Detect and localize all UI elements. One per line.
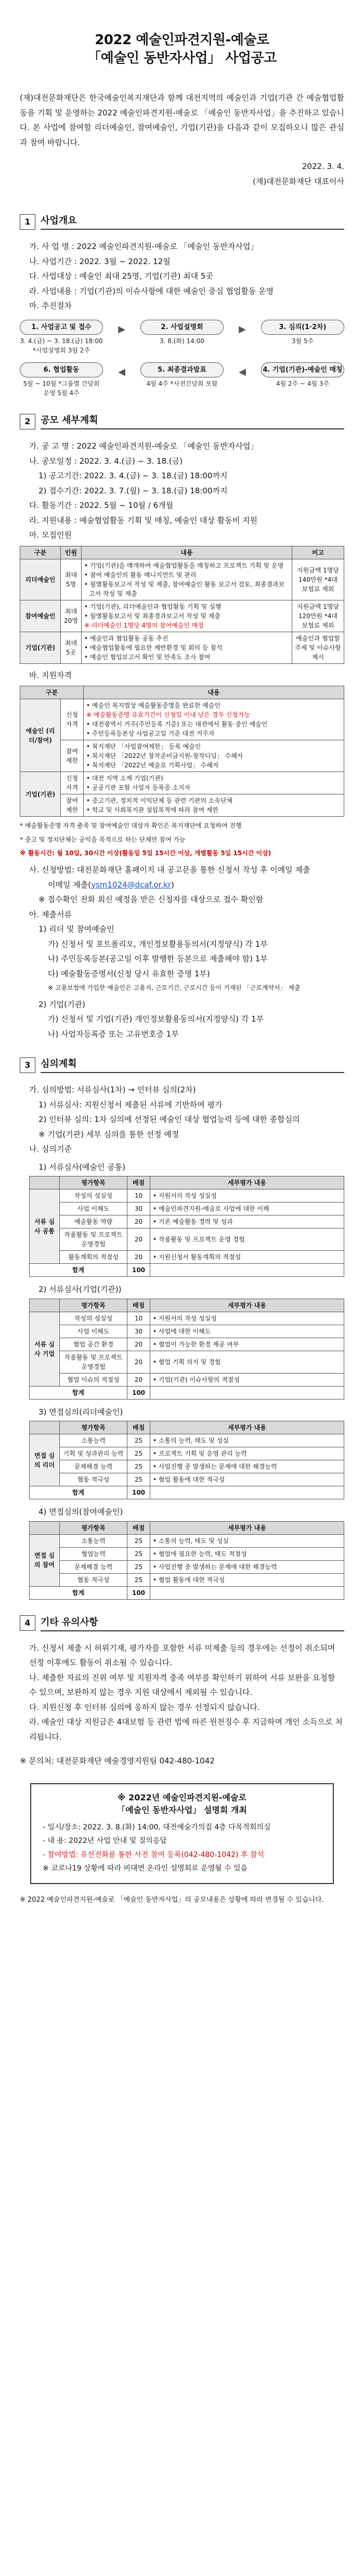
score-points: 25 — [127, 1547, 150, 1560]
score-points: 25 — [127, 1573, 150, 1586]
note-item: 가. 신청서 제출 시 허위기재, 평가자를 포함한 서류 미제출 등의 경우에는 선정이 취소되며 선정 이후에도 활동이 취소될 수 있습니다. — [29, 1643, 335, 1668]
score-points: 25 — [127, 1534, 150, 1547]
table-header: 평가항목 — [60, 1176, 127, 1189]
flow-step — [20, 320, 103, 355]
score-detail: • 협업 기획 의지 및 경험 — [150, 1351, 344, 1373]
score-points: 20 — [127, 1251, 150, 1264]
flow-step-label: 6. 협업활동 — [20, 362, 103, 378]
table-row — [30, 1373, 344, 1386]
score-category: 서류 심사 기업 — [30, 1312, 60, 1386]
doc-title-line1: 2022 예술인파견지원-예술로 — [95, 32, 269, 48]
flow-step-sub: 4월 4주 *사전간담회 포함 — [146, 380, 218, 388]
score-item: 협동 적극성 — [60, 1473, 127, 1486]
table-row — [30, 1560, 344, 1573]
score-item: 작품활동 및 프로젝트 운영경험 — [60, 1351, 127, 1373]
flow-step-sub: 5월 ~ 10월 *그룹별 간담회 운영 5월 4주 — [23, 380, 100, 397]
overview-item: 가. 사 업 명 : 2022 예술인파견지원-예술로 「예술인 동반자사업」 — [29, 242, 258, 252]
content-line: • 대전광역시 거주(주민등록 기준) 또는 대전에서 활동 중인 예술인 — [86, 721, 268, 728]
plan-item: 가. 공 고 명 : 2022 예술인파견지원-예술로 「예술인 동반자사업」 — [29, 441, 258, 451]
notes-list — [20, 1641, 344, 1745]
table-header: 세부평가 내용 — [150, 1176, 344, 1189]
table-header: 배점 — [127, 1299, 150, 1312]
content-line: • 예술인 복지법상 예술활동증명을 완료한 예술인 — [86, 702, 220, 710]
table-row — [30, 1215, 344, 1228]
score-table — [29, 1176, 344, 1277]
section-title: 사업개요 — [41, 214, 344, 230]
row-note: 지원금액 1명당 120만원 *4대 보험료 제외 — [292, 600, 344, 632]
plan-item: 라. 지원내용 : 예술협업활동 기획 및 매칭, 예술인 대상 활동비 지원 — [29, 515, 258, 525]
score-item: 협업 공간 환경 — [60, 1338, 127, 1351]
score-item: 소통능력 — [60, 1534, 127, 1547]
score-detail: • 소통의 능력, 태도 및 성실 — [150, 1534, 344, 1547]
apply-item: 가) 신청서 및 기업(기관) 개인정보활용동의서(지정양식) 각 1부 — [48, 1014, 264, 1024]
plan-item: 마. 모집인원 — [29, 530, 72, 540]
apply-note: ※ 고용보험에 가입한 예술인은 고용지, 근로기간, 근로시간 등이 기재된 「근로계약서」 제출 — [48, 984, 301, 992]
review-item: ※ 기업(기관) 세부 심의를 통한 선정 예정 — [38, 1129, 179, 1139]
row-sub: 신청 자격 — [61, 772, 84, 794]
total-detail — [150, 1586, 344, 1599]
flow-step-label: 1. 사업공고 및 접수 — [20, 320, 103, 335]
score-points: 25 — [127, 1560, 150, 1573]
row-content — [82, 632, 292, 663]
flow-step-sub: 4월 2주 ~ 4월 3주 — [276, 380, 330, 388]
section-4-heading — [20, 1615, 344, 1631]
score-detail: • 지원신청서 활동계획의 적절성 — [150, 1251, 344, 1264]
section-title: 기타 유의사항 — [41, 1615, 344, 1631]
content-line: • 복지재단 「사업참여제한」 등록 예술인 — [86, 743, 201, 751]
review-item: 2) 인터뷰 심의: 1차 심의에 선정된 예술인 대상 협업능력 등에 대한 종합심의 — [38, 1115, 300, 1124]
total-points: 100 — [127, 1486, 150, 1499]
total-points: 100 — [127, 1386, 150, 1399]
table-row — [30, 1189, 344, 1202]
arrow-right-icon: ▶ — [239, 323, 246, 335]
table-header: 구분 — [20, 686, 84, 699]
row-type: 예술인 (리더/참여) — [20, 699, 61, 772]
arrow-left-icon: ◀ — [239, 366, 246, 377]
score-detail: • 지원서의 작성 성실성 — [150, 1189, 344, 1202]
table-header-blank — [30, 1421, 60, 1434]
table-row — [30, 1338, 344, 1351]
content-line: • 학교 및 사회복지관 설립목적에 따라 참여 제한 — [86, 806, 219, 814]
score-points: 30 — [127, 1202, 150, 1215]
score-detail: • 협업 활동에 대한 적극성 — [150, 1473, 344, 1486]
note-item: 나. 제출한 자료의 진위 여부 및 지원자격 충족 여부를 확인하기 위하여 서류 보완을 요청할 수 있으며, 보완하지 않는 경우 지원 대상에서 제외될 수 있습니다. — [29, 1672, 335, 1697]
score-item: 협업능력 — [60, 1547, 127, 1560]
overview-item: 마. 추진절차 — [29, 301, 72, 311]
table-row — [30, 1312, 344, 1325]
total-label: 합계 — [30, 1486, 127, 1499]
table-row — [30, 1228, 344, 1251]
content-line: • 예술협업활동에 필요한 제반환경 및 회의 등 참석 — [84, 644, 223, 651]
score-table-title: 1) 서류심사(예술인 공통) — [38, 1162, 126, 1172]
total-row — [30, 1586, 344, 1599]
flow-step — [140, 320, 224, 346]
score-item: 소통능력 — [60, 1434, 127, 1447]
score-points: 10 — [127, 1189, 150, 1202]
announce-line: - 일시/장소: 2022. 3. 8.(화) 14:00, 대전예술가의집 4층 다목적회의실 — [43, 1823, 271, 1832]
section-number: 3 — [20, 1057, 35, 1073]
content-line: ※ 리더예술인 1명당 4명의 참여예술인 매칭 — [84, 621, 204, 629]
table-header-blank — [30, 1299, 60, 1312]
score-table — [29, 1299, 344, 1400]
section-number: 1 — [20, 214, 35, 230]
overview-list — [20, 239, 344, 313]
table-row — [30, 1534, 344, 1547]
doc-title-line2: 「예술인 동반자사업」 사업공고 — [87, 50, 277, 67]
email-line — [29, 878, 344, 893]
score-detail: • 사업진행 중 발생하는 문제에 대한 해결능력 — [150, 1460, 344, 1473]
plan-list — [20, 439, 344, 543]
score-points: 25 — [127, 1460, 150, 1473]
section-1-heading — [20, 214, 344, 230]
email-suffix: ) — [171, 880, 174, 890]
table-header: 배점 — [127, 1421, 150, 1434]
row-type: 기업(기관) — [20, 632, 61, 663]
table-header-row — [20, 686, 344, 699]
score-tables — [20, 1161, 344, 1600]
score-detail: • 예술인파견지원-예술로 사업에 대한 이해 — [150, 1202, 344, 1215]
content-line: • 공공기관 포함 사업자 등록증 소지자 — [86, 784, 191, 792]
table-header-row — [30, 1299, 344, 1312]
qual-footnote: * 예술활동증명 자격 충족 및 참여예술인 대상자 확인은 복지재단에 요청하여 진행 — [20, 822, 242, 830]
row-content — [84, 699, 344, 740]
content-line: • 주민등록등본상 사업공고일 기준 대전 거주자 — [86, 730, 215, 738]
row-content — [82, 600, 292, 632]
table-row — [30, 1447, 344, 1460]
content-line: ※ 예술활동증명 유효기간이 신청일 이내 남은 경우 신청가능 — [86, 711, 250, 719]
plan-item: 다. 활동기간 : 2022. 5월 ~ 10월 / 6개월 — [29, 501, 174, 511]
score-detail: • 협업이 가능한 환경 제공 여부 — [150, 1338, 344, 1351]
apply-item: 2) 기업(기관) — [38, 999, 85, 1009]
table-row — [30, 1473, 344, 1486]
table-header: 평가항목 — [60, 1521, 127, 1534]
process-flowchart — [20, 320, 344, 398]
score-points: 25 — [127, 1473, 150, 1486]
total-detail — [150, 1264, 344, 1277]
table-row — [20, 559, 344, 600]
announce-line: - 내 용: 2022년 사업 안내 및 질의응답 — [43, 1837, 167, 1846]
row-content — [84, 740, 344, 772]
score-detail: • 작품활동 및 프로젝트 운영 경험 — [150, 1228, 344, 1251]
qual-label: 바. 지원자격 — [29, 670, 72, 680]
total-row — [30, 1264, 344, 1277]
score-points: 20 — [127, 1351, 150, 1373]
flow-step-sub: 3월 5주 — [291, 337, 314, 345]
table-header: 평가항목 — [60, 1421, 127, 1434]
table-row — [20, 699, 344, 740]
email-link[interactable]: ysm1024@dcaf.or.kr — [91, 880, 172, 890]
apply-item: 나) 주민등록등본(공고일 이후 발행한 등본으로 제출해야 함) 1부 — [48, 954, 268, 964]
score-points: 20 — [127, 1338, 150, 1351]
table-header-row — [30, 1421, 344, 1434]
score-detail: • 사업에 대한 이해도 — [150, 1325, 344, 1338]
overview-item: 라. 사업내용 : 기업(기관)의 이슈사항에 대한 예술인 중심 협업활동 운영 — [29, 286, 274, 296]
bottom-note: ※ 2022 예술인파견지원-예술로 「예술인 동반자사업」의 공모내용은 상황에 따라 변경될 수 있습니다. — [20, 1896, 324, 1904]
table-header: 평가항목 — [60, 1299, 127, 1312]
apply-item: ※ 접수확인 전화 회신 예정을 받은 신청자를 대상으로 접수 확인함 — [38, 895, 264, 905]
table-header: 세부평가 내용 — [150, 1521, 344, 1534]
contact-line: ※ 문의처: 대전문화재단 예술경영지원팀 042-480-1042 — [20, 1756, 215, 1766]
table-header: 내용 — [84, 686, 344, 699]
row-note: 예술인과 협업할 주제 및 이슈사항 제시 — [292, 632, 344, 663]
table-header-row — [20, 546, 344, 559]
score-category: 서류 심사 공통 — [30, 1189, 60, 1264]
row-sub: 참여 제한 — [61, 794, 84, 817]
score-points: 10 — [127, 1312, 150, 1325]
table-row — [30, 1547, 344, 1560]
score-item: 작품활동 및 프로젝트 운영경험 — [60, 1228, 127, 1251]
table-header: 구분 — [20, 546, 61, 559]
score-item: 문제해결 능력 — [60, 1460, 127, 1473]
total-row — [30, 1486, 344, 1499]
apply-item: 나) 사업자등록증 또는 고유번호증 1부 — [48, 1029, 179, 1039]
score-points: 25 — [127, 1434, 150, 1447]
apply-item: 가) 신청서 및 포트폴리오, 개인정보활용동의서(지정양식) 각 1부 — [48, 939, 268, 949]
table-header-blank — [30, 1176, 60, 1189]
total-points: 100 — [127, 1264, 150, 1277]
qualification-table — [20, 686, 344, 817]
overview-item: 다. 사업대상 : 예술인 최대 25명, 기업(기관) 최대 5곳 — [29, 271, 213, 281]
table-header: 세부평가 내용 — [150, 1421, 344, 1434]
table-row — [30, 1325, 344, 1338]
table-row — [30, 1434, 344, 1447]
arrow-left-icon: ◀ — [118, 366, 125, 377]
overview-item: 나. 사업기간 : 2022. 3월 ~ 2022. 12월 — [29, 256, 171, 266]
score-item: 사업 이해도 — [60, 1325, 127, 1338]
apply-item: 사. 신청방법: 대전문화재단 홈페이지 내 공고문을 통한 신청서 작성 후 이메일 제출 — [29, 865, 310, 875]
recruit-table — [20, 546, 344, 664]
content-line: • 복지재단 「2022년 창작준비금지원-창작디딤」 수혜자 — [86, 752, 243, 760]
content-line: • 월별활동보고서 작성 및 제출, 참여예술인 활동 보고서 검토, 최종결과보고서 작성 및 제출 — [84, 580, 285, 597]
table-header-blank — [30, 1521, 60, 1534]
plan-item: 2) 접수기간: 2022. 3. 7.(월) ~ 3. 18.(금) 18:00까지 — [38, 486, 228, 495]
table-row — [20, 632, 344, 663]
section-title: 심의계획 — [41, 1057, 344, 1073]
score-points: 25 — [127, 1447, 150, 1460]
table-row — [30, 1251, 344, 1264]
total-detail — [150, 1386, 344, 1399]
flow-step-label: 3. 심의(1·2차) — [261, 320, 344, 335]
announce-subtitle: 「예술인 동반자사업」 설명회 개최 — [117, 1804, 247, 1815]
content-line: • 예술인 협업보고서 확인 및 만족도 조사 참여 — [84, 653, 211, 661]
score-item: 기획 및 성과관리 능력 — [60, 1447, 127, 1460]
total-detail — [150, 1486, 344, 1499]
score-detail: • 소통의 능력, 태도 및 성실 — [150, 1434, 344, 1447]
total-label: 합계 — [30, 1586, 127, 1599]
flow-step-sub: 3. 8.(화) 14:00 — [159, 337, 205, 345]
total-points: 100 — [127, 1586, 150, 1599]
table-header: 내용 — [82, 546, 292, 559]
score-item: 협업 이슈의 적절성 — [60, 1373, 127, 1386]
row-count: 최대 5곳 — [61, 632, 82, 663]
total-row — [30, 1386, 344, 1399]
flow-step — [20, 362, 103, 398]
flow-step — [140, 362, 224, 389]
flow-step — [261, 320, 344, 346]
table-header: 배점 — [127, 1176, 150, 1189]
score-detail: • 협업 활동에 대한 적극성 — [150, 1573, 344, 1586]
announce-title: ※ 2022년 예술인파견지원-예술로 — [118, 1792, 246, 1802]
score-item: 예술활동 역량 — [60, 1215, 127, 1228]
score-table — [29, 1521, 344, 1600]
doc-date: 2022. 3. 4. — [302, 162, 344, 172]
row-content — [82, 559, 292, 600]
section-number: 2 — [20, 414, 35, 429]
score-detail: • 기업(기관) 이슈사항의 적절성 — [150, 1373, 344, 1386]
table-row — [20, 794, 344, 817]
content-line: • 복지재단 「2022년 예술로 기획사업」 수혜자 — [86, 762, 219, 769]
plan-item: 1) 공고기간: 2022. 3. 4.(금) ~ 3. 18.(금) 18:00까지 — [38, 471, 228, 481]
table-header: 세부평가 내용 — [150, 1299, 344, 1312]
table-row — [20, 740, 344, 772]
review-list — [20, 1082, 344, 1157]
plan-item: 나. 공모일정 : 2022. 3. 4.(금) ~ 3. 18.(금) — [29, 456, 183, 466]
score-item: 작성의 성실성 — [60, 1189, 127, 1202]
score-points: 20 — [127, 1228, 150, 1251]
row-count: 최대 20명 — [61, 600, 82, 632]
score-points: 20 — [127, 1215, 150, 1228]
table-header: 비고 — [292, 546, 344, 559]
total-label: 합계 — [30, 1386, 127, 1399]
score-detail: • 기존 예술활동 경력 및 성과 — [150, 1215, 344, 1228]
section-title: 공모 세부계획 — [41, 413, 344, 429]
content-line: • 기업(기관)을 매개하여 예술협업활동을 매칭하고 프로젝트 기획 및 운영 — [84, 561, 284, 569]
qual-footnote: * 중고 및 정치단체는 공익을 목적으로 하는 단체만 참여 가능 — [20, 835, 186, 843]
activity-time-note: ※ 활동시간: 월 10일, 30시간 이상(활동일 5일 15시간 이상, 개별활동 5일 15시간 이상) — [20, 849, 271, 857]
briefing-announcement-box — [30, 1783, 334, 1884]
section-number: 4 — [20, 1615, 35, 1631]
apply-list — [20, 862, 344, 1041]
table-row — [30, 1460, 344, 1473]
row-count: 최대 5명 — [61, 559, 82, 600]
review-item: 나. 심의기준 — [29, 1144, 72, 1154]
content-line: • 기업(기관), 리더예술인과 협업활동 기획 및 실행 — [84, 603, 222, 610]
score-detail: • 지원서의 작성 성실성 — [150, 1312, 344, 1325]
announce-line: ※ 코로나19 상황에 따라 비대면 온라인 설명회로 운영될 수 있음 — [43, 1864, 248, 1873]
table-row — [30, 1351, 344, 1373]
table-header-row — [30, 1521, 344, 1534]
section-2-heading — [20, 413, 344, 429]
score-item: 사업 이해도 — [60, 1202, 127, 1215]
review-item: 가. 심의방법: 서류심사(1차) → 인터뷰 심의(2차) — [29, 1085, 196, 1095]
score-detail: • 협업에 필요한 능력, 태도 적절성 — [150, 1547, 344, 1560]
row-note: 지원금액 1명당 140만원 *4대 보험료 제외 — [292, 559, 344, 600]
row-content — [84, 772, 344, 794]
email-prefix: 이메일 제출( — [48, 880, 92, 890]
announce-line: - 참여방법: 유선전화를 통한 사전 참여 등록(042-480-1042) 후 참석 — [43, 1850, 264, 1859]
score-table-title: 3) 면접심의(리더예술인) — [38, 1407, 123, 1417]
content-line: • 증고기관, 정치적 이익단체 등 관련 기관의 소속단체 — [86, 797, 233, 805]
doc-signer: (재)대전문화재단 대표이사 — [253, 176, 344, 186]
table-row — [20, 772, 344, 794]
flow-step-sub: 3. 4.(금) ~ 3. 18.(금) 18:00 *사업설명회 3월 2주 — [20, 337, 103, 354]
arrow-right-icon: ▶ — [118, 323, 125, 335]
score-category: 면접 심의 참여 — [30, 1534, 60, 1586]
row-type: 기업(기관) — [20, 772, 61, 817]
row-type: 참여예술인 — [20, 600, 61, 632]
score-table-title: 2) 서류심사(기업(기관)) — [38, 1285, 122, 1294]
table-row — [20, 600, 344, 632]
content-line: • 참여 예술인의 활동 매니지먼트 및 관리 — [84, 571, 197, 579]
row-sub: 신청 자격 — [61, 699, 84, 740]
apply-item: 다) 예술활동증명서(신청 당시 유효한 증명 1부) — [48, 969, 210, 978]
row-type: 리더예술인 — [20, 559, 61, 600]
note-item: 다. 지원신청 후 인터뷰 심의에 응하지 않는 경우 선정되지 않습니다. — [29, 1702, 260, 1712]
apply-item: 1) 리더 및 참여예술인 — [38, 924, 114, 934]
score-points: 30 — [127, 1325, 150, 1338]
score-item: 활동계획의 적절성 — [60, 1251, 127, 1264]
score-table — [29, 1421, 344, 1499]
table-row — [30, 1202, 344, 1215]
row-sub: 참여 제한 — [61, 740, 84, 772]
content-line: • 월별활동보고서 및 최종결과보고서 작성 및 제출 — [84, 612, 220, 620]
review-item: 1) 서류심사: 지원신청서 제출된 서류에 기반하여 평가 — [38, 1100, 223, 1109]
score-item: 문제해결 능력 — [60, 1560, 127, 1573]
score-points: 20 — [127, 1373, 150, 1386]
section-3-heading — [20, 1057, 344, 1073]
flow-step-label: 5. 최종결과발표 — [140, 362, 224, 378]
content-line: • 대전 지역 소재 기업(기관) — [86, 775, 163, 782]
table-header: 인원 — [61, 546, 82, 559]
flow-step-label: 4. 기업(기관)-예술인 매칭 — [261, 362, 344, 378]
table-header: 배점 — [127, 1521, 150, 1534]
row-content — [84, 794, 344, 817]
score-detail: • 사업진행 중 발생하는 문제에 대한 해결능력 — [150, 1560, 344, 1573]
note-item: 라. 예술인 대상 지원금은 4대보험 등 관련 법에 따른 원천징수 후 지급하며 개인 소득으로 처리됩니다. — [29, 1717, 343, 1742]
total-label: 합계 — [30, 1264, 127, 1277]
content-line: • 예술인과 협업활동 공동 추진 — [84, 634, 168, 642]
title-block — [20, 31, 344, 68]
apply-item: 아. 제출서류 — [29, 909, 72, 919]
score-table-title: 4) 면접심의(참여예술인) — [38, 1507, 123, 1517]
table-header-row — [30, 1176, 344, 1189]
score-item: 작성의 성실성 — [60, 1312, 127, 1325]
score-item: 협동 적극성 — [60, 1573, 127, 1586]
intro-paragraph: (재)대전문화재단은 한국예술인복지재단과 함께 대전지역의 예술인과 기업(기관 간 예술협업활동을 기획 및 운영하는 2022 예술인파견지원-예술로 「예술인 동반자사업」을 추진하고 있습니다. 본 사업에 참여할 리더예술인, 참여예술인, 기업(기관)을 다음과 같이 모집하오니 많은 관심과 참여 바랍니다. — [20, 93, 344, 147]
score-detail: • 프로젝트 기획 및 운영 관리 능력 — [150, 1447, 344, 1460]
flow-step — [261, 362, 344, 389]
score-category: 면접 심의 리더 — [30, 1434, 60, 1486]
table-row — [30, 1573, 344, 1586]
flow-step-label: 2. 사업설명회 — [140, 320, 224, 335]
